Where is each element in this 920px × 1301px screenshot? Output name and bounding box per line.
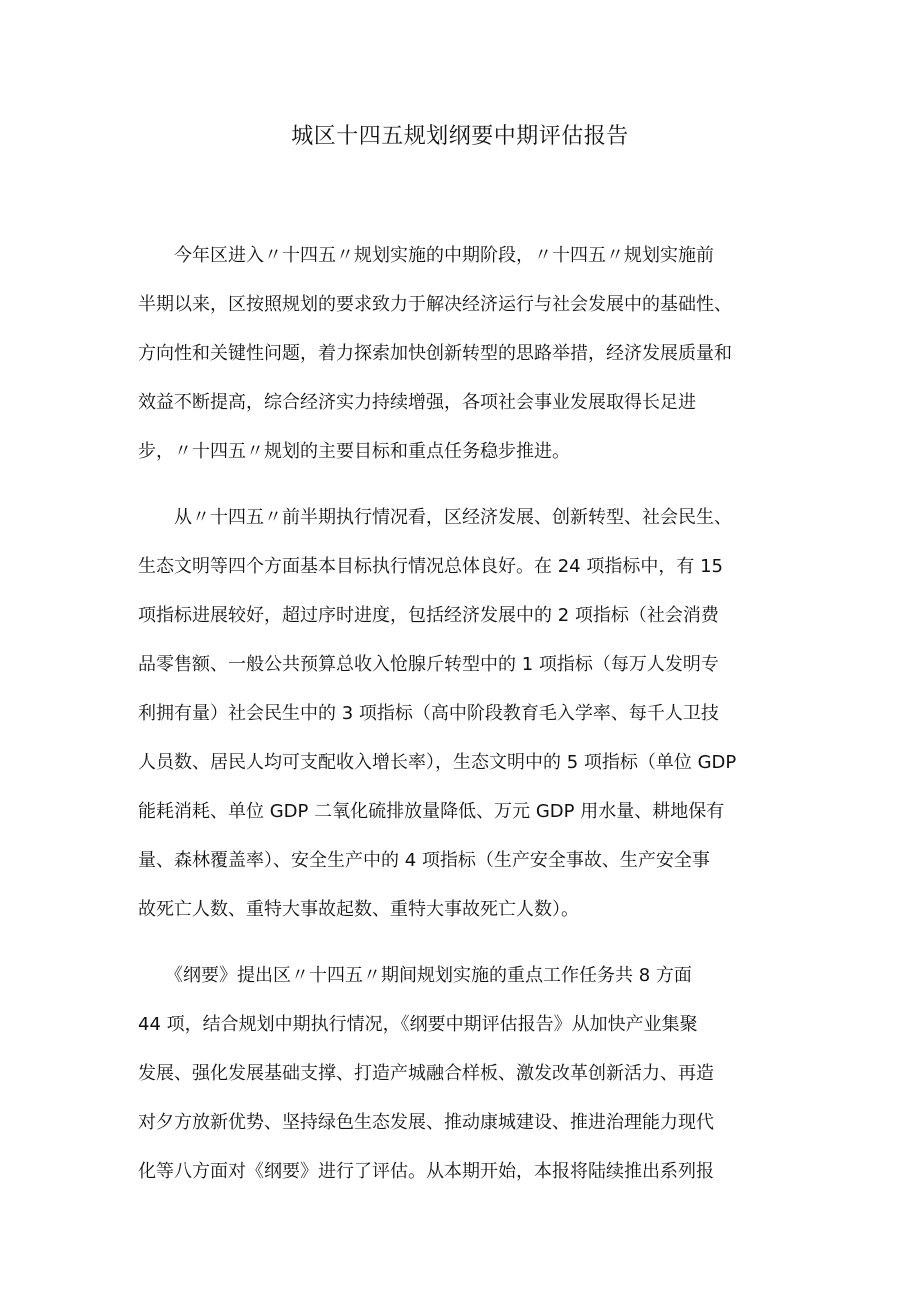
text-line: 能耗消耗、单位 GDP 二氧化硫排放量降低、万元 GDP 用水量、耕地保有 <box>138 801 725 822</box>
text-line: 半期以来，区按照规划的要求致力于解决经济运行与社会发展中的基础性、 <box>138 294 732 315</box>
text-line: 发展、强化发展基础支撑、打造产城融合样板、激发改革创新活力、再造 <box>138 1063 714 1084</box>
text-line: 步，〃十四五〃规划的主要目标和重点任务稳步推进。 <box>138 441 570 462</box>
paragraph-2 <box>138 493 798 934</box>
paragraph-gap <box>138 934 798 951</box>
document-body <box>138 231 798 1196</box>
text-line: 利拥有量）社会民生中的 3 项指标（高中阶段教育毛入学率、每千人卫技 <box>138 703 719 724</box>
text-line: 效益不断提高，综合经济实力持续增强，各项社会事业发展取得长足进 <box>138 392 696 413</box>
text-line: 故死亡人数、重特大事故起数、重特大事故死亡人数）。 <box>138 899 579 920</box>
text-line: 对夕方放新优势、坚持绿色生态发展、推动康城建设、推进治理能力现代 <box>138 1112 714 1133</box>
paragraph-gap <box>138 476 798 493</box>
text-line: 化等八方面对《纲要》进行了评估。从本期开始，本报将陆续推出系列报 <box>138 1161 714 1182</box>
text-line: 项指标进展较好，超过序时进度，包括经济发展中的 2 项指标（社会消费 <box>138 605 719 626</box>
text-line: 品零售额、一般公共预算总收入怆腺斤转型中的 1 项指标（每万人发明专 <box>138 654 719 675</box>
text-line: 量、森林覆盖率）、安全生产中的 4 项指标（生产安全事故、生产安全事 <box>138 850 710 871</box>
text-line: 方向性和关键性问题，着力探索加快创新转型的思路举措，经济发展质量和 <box>138 343 732 364</box>
text-line: 44 项，结合规划中期执行情况，《纲要中期评估报告》从加快产业集聚 <box>138 1014 698 1035</box>
text-line: 今年区进入〃十四五〃规划实施的中期阶段，〃十四五〃规划实施前 <box>138 245 714 266</box>
document-title: 城区十四五规划纲要中期评估报告 <box>291 124 629 149</box>
text-line: 人员数、居民人均可支配收入增长率），生态文明中的 5 项指标（单位 GDP <box>138 752 737 773</box>
paragraph-1 <box>138 231 798 476</box>
text-line: 从〃十四五〃前半期执行情况看，区经济发展、创新转型、社会民生、 <box>138 507 732 528</box>
text-line: 《纲要》提出区〃十四五〃期间规划实施的重点工作任务共 8 方面 <box>138 965 692 986</box>
text-line: 生态文明等四个方面基本目标执行情况总体良好。在 24 项指标中，有 15 <box>138 556 723 577</box>
paragraph-3 <box>138 951 798 1196</box>
